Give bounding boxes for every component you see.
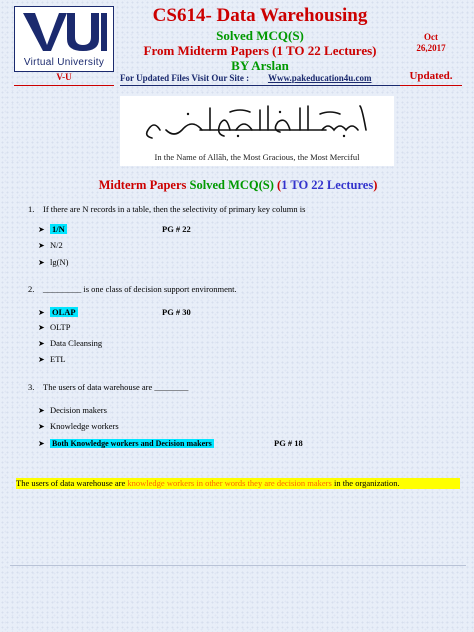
question-2 xyxy=(28,284,237,295)
date-day-year: 26,2017 xyxy=(416,43,446,53)
option-text: Knowledge workers xyxy=(50,421,119,431)
answer-highlight: Both Knowledge workers and Decision makers xyxy=(52,439,212,448)
answer-highlight: 1/N xyxy=(52,224,65,234)
option-text: N/2 xyxy=(50,240,63,250)
note-part2: knowledge workers in other words they are decision makers xyxy=(127,478,332,488)
arrow-bullet-icon: ➤ xyxy=(38,225,45,234)
document-header xyxy=(10,0,466,88)
arrow-bullet-icon: ➤ xyxy=(38,439,45,448)
subtitle-papers: From Midterm Papers (1 TO 22 Lectures) xyxy=(143,43,377,58)
visit-label: For Updated Files Visit Our Site : xyxy=(120,73,250,83)
page-ref: PG # 22 xyxy=(162,224,191,234)
document-title: CS614- Data Warehousing xyxy=(152,5,368,26)
arrow-bullet-icon: ➤ xyxy=(38,323,45,332)
calligraphy-icon xyxy=(140,100,374,140)
visit-bar xyxy=(120,72,400,86)
option-3c xyxy=(38,438,214,450)
answer-highlight: OLAP xyxy=(52,307,76,317)
question-number: 1. xyxy=(28,204,35,214)
option-text: OLTP xyxy=(50,322,71,332)
page-ref: PG # 30 xyxy=(162,307,191,317)
option-text: ETL xyxy=(50,354,66,364)
question-text: _________ is one class of decision support environment. xyxy=(43,284,237,294)
website-link[interactable]: Www.pakeducation4u.com xyxy=(268,73,372,83)
heading-part4: 1 TO 22 Lectures xyxy=(281,178,374,192)
option-1a xyxy=(38,224,67,236)
question-3 xyxy=(28,382,188,393)
heading-part5: ) xyxy=(373,178,378,192)
arrow-bullet-icon: ➤ xyxy=(38,308,45,317)
document-page xyxy=(10,0,466,566)
page-ref: PG # 18 xyxy=(274,438,303,448)
option-text: Data Cleansing xyxy=(50,338,103,348)
option-2d xyxy=(38,354,66,366)
subtitle-solved: Solved MCQ(S) xyxy=(216,28,304,43)
date-box xyxy=(400,6,462,66)
bismillah-calligraphy xyxy=(120,96,394,166)
arrow-bullet-icon: ➤ xyxy=(38,406,45,415)
question-1 xyxy=(28,204,305,215)
subtitle-author: BY Arslan xyxy=(231,58,289,73)
heading-part2: Solved MCQ(S) xyxy=(189,178,278,192)
question-text: If there are N records in a table, then the selectivity of primary key column is xyxy=(43,204,306,214)
vu-logo xyxy=(14,6,114,72)
header-strip xyxy=(10,72,466,86)
arrow-bullet-icon: ➤ xyxy=(38,422,45,431)
arrow-bullet-icon: ➤ xyxy=(38,258,45,267)
arrow-bullet-icon: ➤ xyxy=(38,339,45,348)
bismillah-caption: In the Name of Allāh, the Most Gracious, the Most Merciful xyxy=(154,152,360,162)
option-2b xyxy=(38,322,70,334)
option-3a xyxy=(38,405,107,417)
option-2c xyxy=(38,338,102,350)
option-text: lg(N) xyxy=(50,257,69,267)
logo-text: Virtual University xyxy=(23,57,105,68)
option-1b xyxy=(38,240,63,252)
arrow-bullet-icon: ➤ xyxy=(38,355,45,364)
heading-part3: ( xyxy=(277,178,282,192)
note-part1: The users of data warehouse are xyxy=(16,478,128,488)
option-text: Decision makers xyxy=(50,405,107,415)
arrow-bullet-icon: ➤ xyxy=(38,241,45,250)
vu-label: V-U xyxy=(14,72,114,86)
updated-label: Updated. xyxy=(400,70,462,86)
date-month: Oct xyxy=(424,32,438,42)
option-2a xyxy=(38,307,78,319)
option-1c xyxy=(38,257,68,269)
title-block xyxy=(120,6,400,73)
option-3b xyxy=(38,421,119,433)
question-number: 3. xyxy=(28,382,35,392)
question-number: 2. xyxy=(28,284,35,294)
note-part3: in the organization. xyxy=(331,478,400,488)
answer-note xyxy=(16,478,460,489)
question-text: The users of data warehouse are ________ xyxy=(43,382,189,392)
vu-logo-mark-icon xyxy=(21,11,109,53)
heading-part1: Midterm Papers xyxy=(98,178,190,192)
section-heading xyxy=(10,178,466,193)
